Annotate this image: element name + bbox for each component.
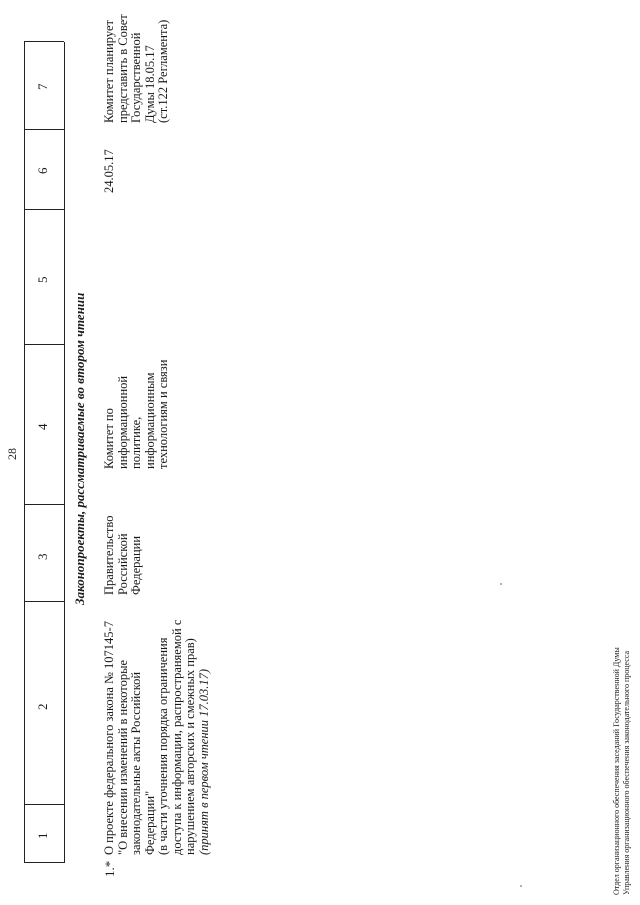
bill-line: О проекте федерального закона № 107145-7 [102, 621, 116, 855]
plan-line: Государственной [129, 32, 143, 123]
footer-line-2: Управления организационного обеспечения законодательного процесса [622, 650, 631, 895]
responsible-committee [103, 360, 171, 469]
column-number-1: 1 [35, 832, 50, 839]
plan-line: представить в Совет [115, 14, 130, 123]
column-number-3: 3 [35, 553, 50, 560]
column-divider [24, 129, 64, 130]
column-divider [24, 504, 64, 505]
column-number-5: 5 [35, 276, 50, 283]
plan-line: Думы 18.05.17 [142, 45, 157, 123]
committee-line: информационным [142, 372, 157, 469]
table-top-border [24, 42, 25, 863]
table-bottom-border [64, 42, 65, 863]
scan-speck [500, 583, 502, 585]
author-line: Российской [115, 533, 130, 595]
bill-line: "О внесении изменений в некоторые [115, 659, 130, 855]
first-reading-note: (принят в первом чтении 17.03.17) [196, 668, 211, 855]
plan-line: (ст.122 Регламента) [156, 19, 170, 123]
deadline-date: 24.05.17 [102, 149, 116, 193]
footer-line-1: Отдел организационного обеспечения заседаний Государственной Думы [612, 647, 621, 895]
bill-line: нарушением авторских и смежных прав) [183, 638, 197, 855]
column-divider [24, 41, 64, 42]
column-divider [24, 209, 64, 210]
committee-plan-note [103, 14, 171, 123]
column-number-6: 6 [35, 167, 50, 174]
bill-line: Федерации" [142, 790, 157, 855]
plan-line: Комитет планирует [102, 20, 116, 123]
column-number-7: 7 [35, 83, 50, 90]
column-divider [24, 344, 64, 345]
column-number-2: 2 [35, 703, 50, 710]
committee-line: политике, [129, 416, 143, 469]
author-line: Правительство [102, 515, 116, 595]
section-title: Законопроекты, рассматриваемые во втором чтении [72, 292, 87, 605]
author-line: Федерации [129, 535, 143, 595]
column-divider [24, 862, 64, 863]
committee-line: информационной [115, 375, 130, 469]
scan-speck [520, 885, 522, 887]
committee-line: Комитет по [102, 408, 116, 469]
bill-line: доступа к информации, распространяемой с [169, 619, 184, 855]
bill-line: законодательные акты Российской [129, 671, 143, 855]
column-number-4: 4 [35, 423, 50, 430]
row-number: 1.* [102, 860, 117, 877]
column-divider [24, 804, 64, 805]
column-divider [24, 601, 64, 602]
bill-description [103, 620, 211, 855]
bill-author [103, 516, 144, 595]
bill-line: (в части уточнения порядка ограничения [156, 637, 170, 855]
committee-line: технологиям и связи [156, 359, 170, 469]
page-number: 28 [5, 448, 19, 460]
